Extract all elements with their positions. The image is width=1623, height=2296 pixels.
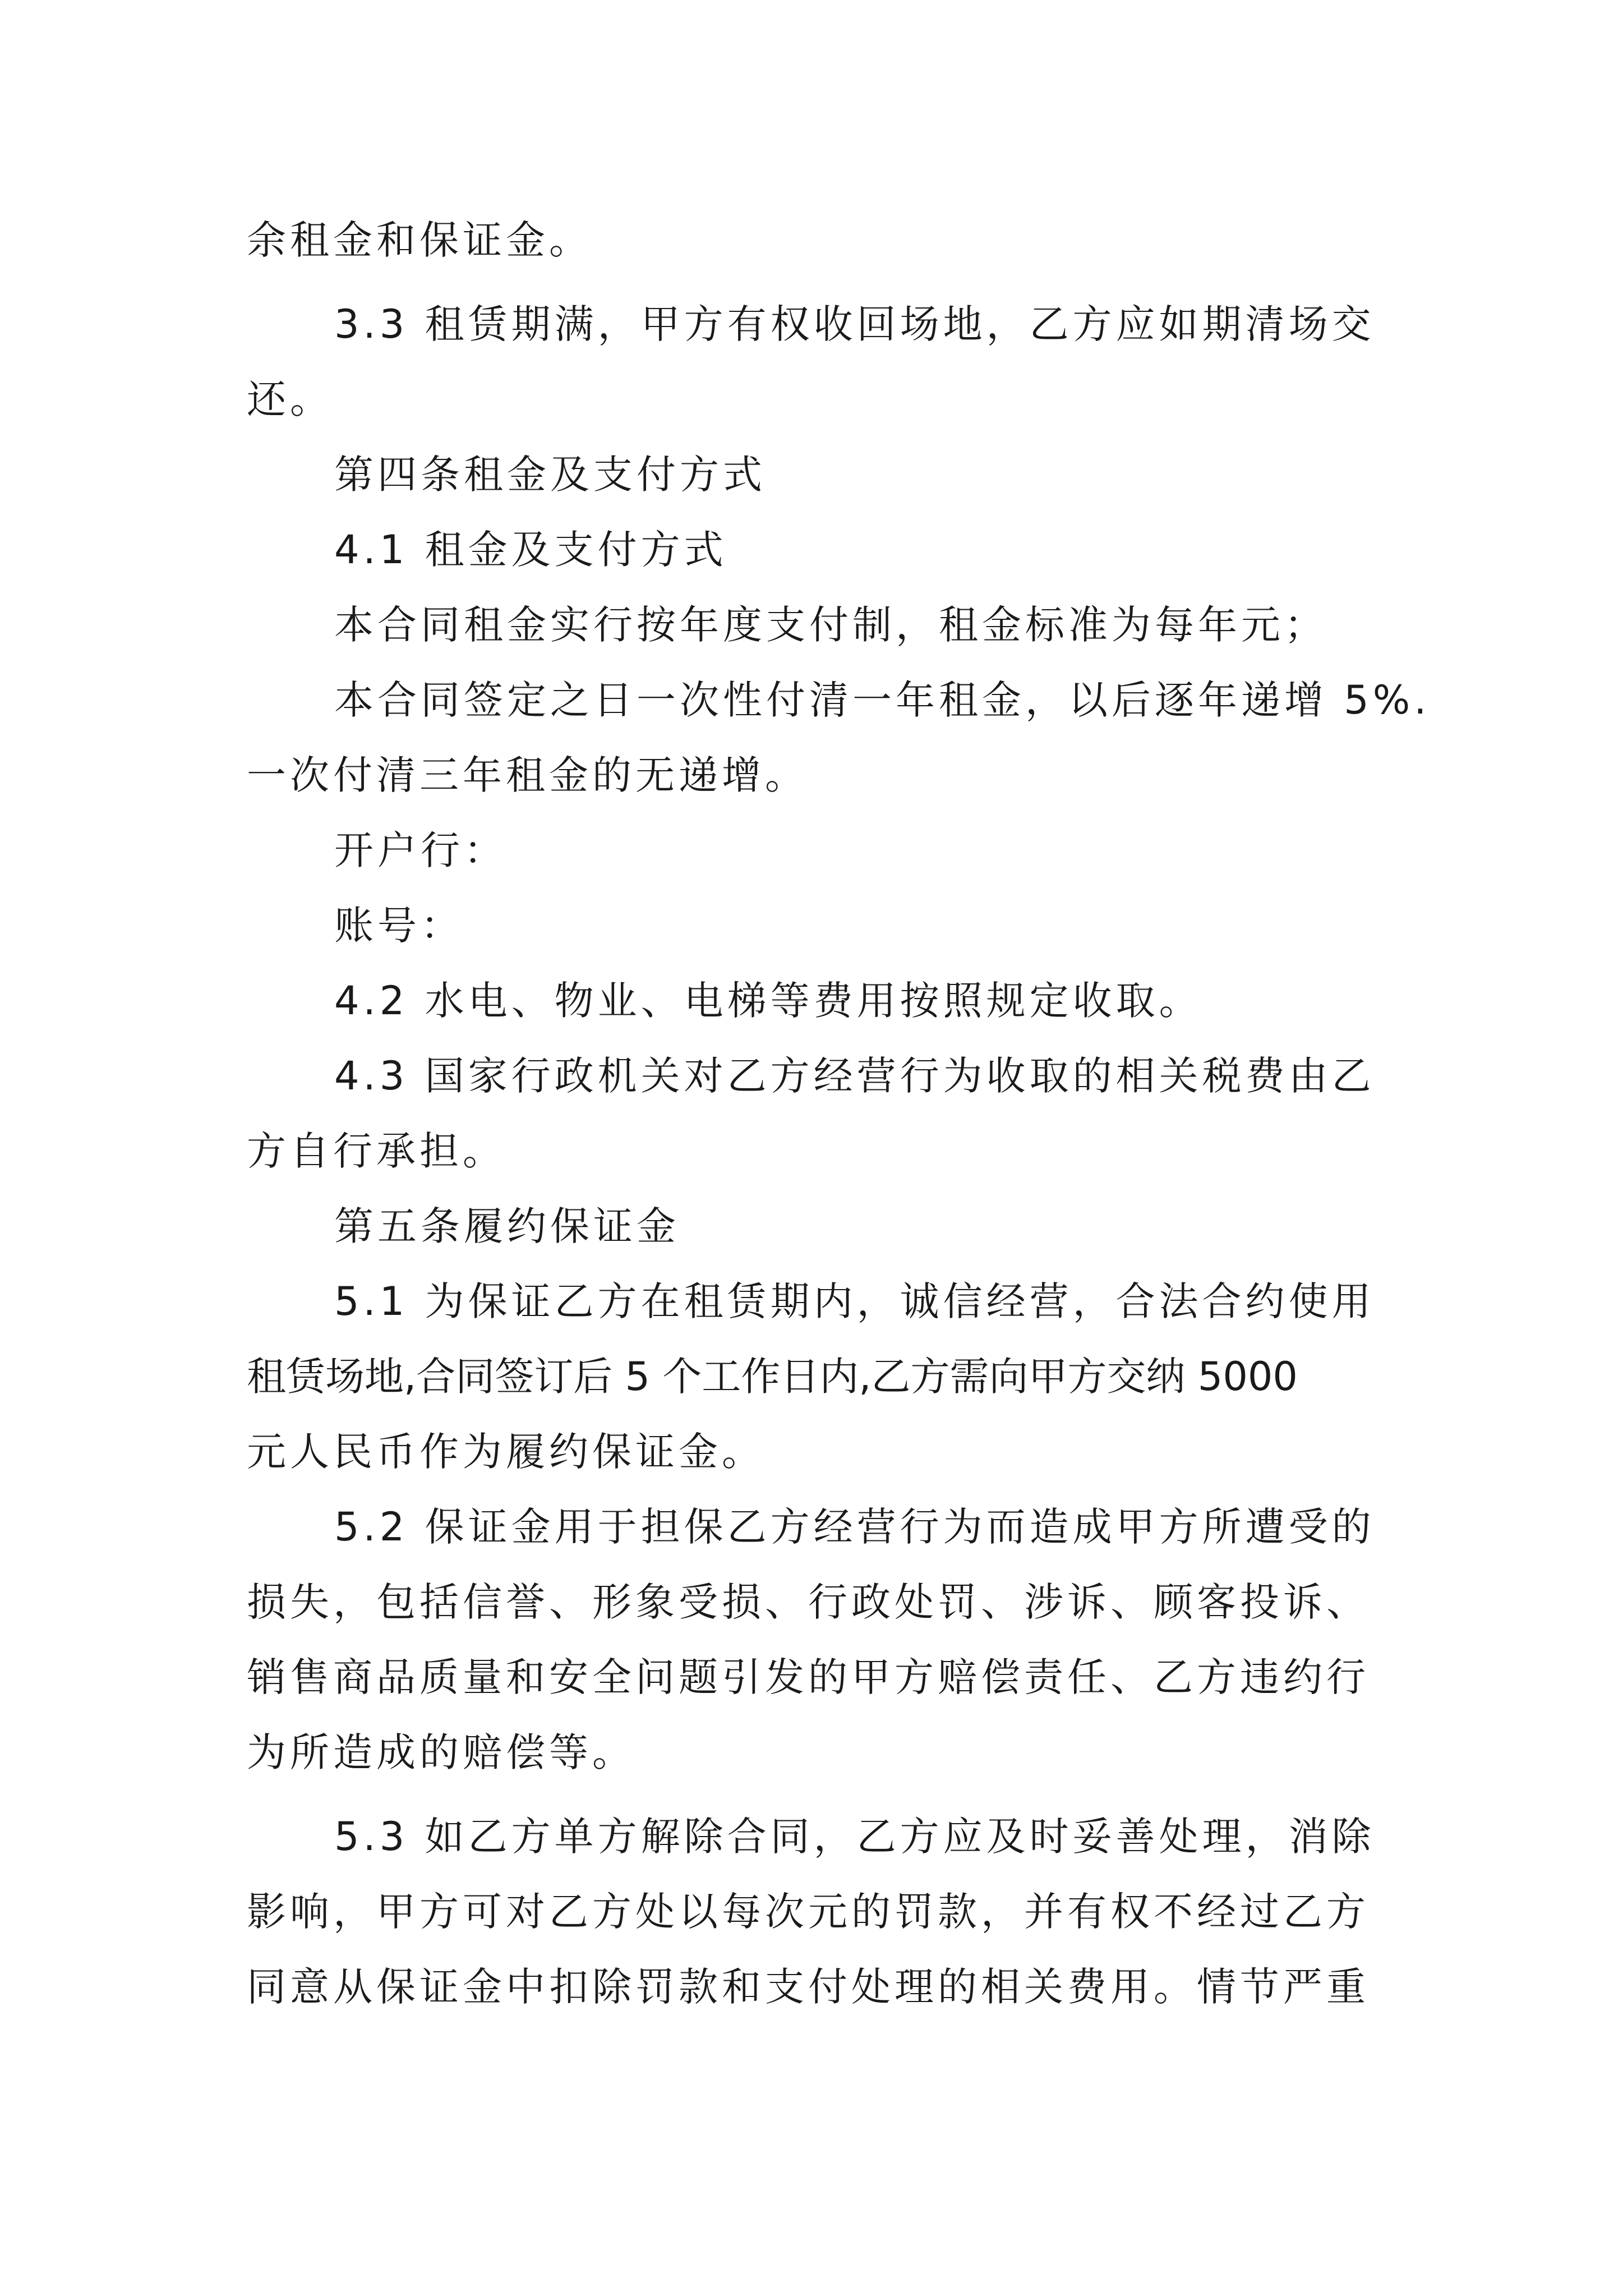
text-line: 一次付清三年租金的无递增。: [247, 752, 808, 798]
text-line: 销售商品质量和安全问题引发的甲方赔偿责任、乙方违约行: [247, 1654, 1370, 1700]
text-line: 同意从保证金中扣除罚款和支付处理的相关费用。情节严重: [247, 1964, 1370, 2010]
text-line: 余租金和保证金。: [247, 217, 592, 263]
section-heading: 第五条履约保证金: [334, 1203, 680, 1249]
text-line: 影响，甲方可对乙方处以每次元的罚款，并有权不经过乙方: [247, 1889, 1370, 1935]
text-line: 损失，包括信誉、形象受损、行政处罚、涉诉、顾客投诉、: [247, 1579, 1370, 1625]
text-line: 5.3 如乙方单方解除合同，乙方应及时妥善处理，消除: [334, 1814, 1375, 1860]
text-line: 4.1 租金及支付方式: [334, 527, 727, 573]
text-line: 3.3 租赁期满，甲方有权收回场地，乙方应如期清场交: [334, 301, 1375, 347]
text-line: 还。: [247, 376, 333, 422]
text-line: 5.2 保证金用于担保乙方经营行为而造成甲方所遭受的: [334, 1504, 1375, 1550]
text-line: 本合同签定之日一次性付清一年租金，以后逐年递增 5%.: [334, 677, 1431, 723]
text-line: 本合同租金实行按年度支付制，租金标准为每年元；: [334, 602, 1327, 648]
section-heading: 第四条租金及支付方式: [334, 452, 766, 498]
text-line: 账号：: [334, 903, 464, 949]
text-line: 开户行：: [334, 827, 507, 873]
text-line: 5.1 为保证乙方在租赁期内，诚信经营，合法合约使用: [334, 1278, 1375, 1324]
text-line: 方自行承担。: [247, 1128, 506, 1174]
text-line: 租赁场地,合同签订后 5 个工作日内,乙方需向甲方交纳 5000: [247, 1354, 1298, 1400]
text-line: 4.2 水电、物业、电梯等费用按照规定收取。: [334, 978, 1202, 1024]
text-line: 为所造成的赔偿等。: [247, 1729, 635, 1775]
text-line: 元人民币作为履约保证金。: [247, 1429, 765, 1475]
text-line: 4.3 国家行政机关对乙方经营行为收取的相关税费由乙: [334, 1053, 1375, 1099]
